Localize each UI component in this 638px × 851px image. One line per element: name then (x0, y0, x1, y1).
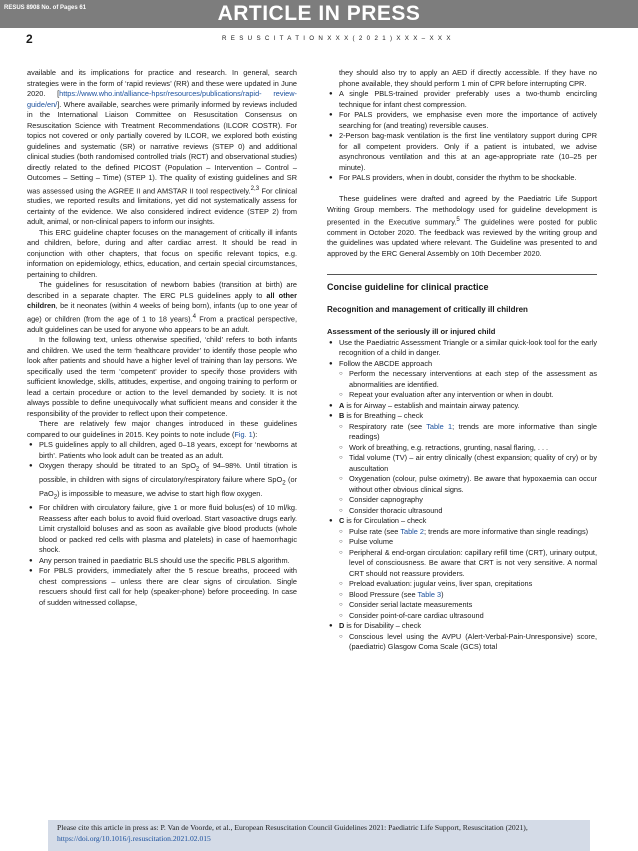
subsection-title: Recognition and management of critically ill children (327, 304, 528, 314)
list-item: ● PLS guidelines apply to all children, aged 0–18 years, except for ‘newborns at birth’. Patients who look adult can be treated as an adult. (27, 440, 297, 461)
right-column (327, 68, 597, 653)
list-item: ● For PALS providers, when in doubt, consider the rhythm to be shockable. (327, 173, 597, 184)
sub-list-item: ○ Conscious level using the AVPU (Alert-Verbal-Pain-Unresponsive) score, (paediatric) Glasgow Coma Scale (GCS) total (327, 632, 597, 653)
who-guide-link[interactable]: https://www.who.int/alliance-hpsr/resources/publications/rapid- review-guide/en/ (27, 89, 297, 109)
sub-list-item: ○ Consider serial lactate measurements (327, 600, 597, 611)
list-item: ● For children with circulatory failure, give 1 or more fluid bolus(es) of 10 ml/kg. Reassess after each bolus to avoid fluid overload. Start vasoactive drugs early. Limit crystalloid boluses and as soon as available give blood products (whole blood or packed red cells with plasma and platelets) in case of haemorrhagic shock. (27, 503, 297, 556)
sub-list-item: ○ Pulse rate (see Table 2; trends are more informative than single readings) (327, 527, 597, 538)
assessment-list (327, 338, 597, 653)
paragraph-changes: There are relatively few major changes introduced in these guidelines compared to our guidelines in 2015. Key points to note include (Fig. 1): (27, 419, 297, 439)
sub-list-item: ○ Peripheral & end-organ circulation: capillary refill time (CRT), urinary output, level of consciousness. Be aware that CRT is not very sensitive. A normal CRT should not reassure providers. (327, 548, 597, 580)
list-item: ● For PBLS providers, immediately after the 5 rescue breaths, proceed with chest compressions – unless there are clear signs of circulation. Single rescuers should first call for help (speaker-phone) before proceeding. In case of sudden witnessed collapse, (27, 566, 297, 608)
list-item-circulation: ● C is for Circulation – check (327, 516, 597, 527)
list-item-disability: ● D is for Disability – check (327, 621, 597, 632)
list-item: ● Use the Paediatric Assessment Triangle or a similar quick-look tool for the early recognition of a child in danger. (327, 338, 597, 359)
table-2-link[interactable]: Table 2 (400, 526, 424, 536)
citation-footer (48, 820, 590, 851)
sub-list-item: ○ Work of breathing, e.g. retractions, grunting, nasal flaring, . . . (327, 443, 597, 454)
citation-ref[interactable]: 2,3 (250, 184, 260, 192)
subsubsection-title: Assessment of the seriously ill or injured child (327, 327, 496, 337)
key-points-list-continued (327, 68, 597, 184)
table-1-link[interactable]: Table 1 (426, 421, 453, 431)
list-item: ● Any person trained in paediatric BLS should use the specific PBLS algorithm. (27, 556, 297, 567)
list-item-breathing: ● B is for Breathing – check (327, 411, 597, 422)
left-column (27, 68, 297, 608)
table-3-link[interactable]: Table 3 (417, 589, 442, 599)
citation-ref[interactable]: 5 (456, 216, 460, 223)
list-item-airway: ● A is for Airway – establish and maintain airway patency. (327, 401, 597, 412)
figure-1-link[interactable]: Fig. 1 (234, 429, 253, 439)
running-header (26, 32, 618, 46)
sub-list-item: ○ Repeat your evaluation after any intervention or when in doubt. (327, 390, 597, 401)
section-title: Concise guideline for clinical practice (327, 274, 597, 293)
paragraph-newborns: The guidelines for resuscitation of newborn babies (transition at birth) are described in a separate chapter. The ERC PLS guidelines apply to all other children, be it neonates (within 4 weeks of being born), infants (up to one year of age) or children (from the age of 1 to 18 years).$^4$ From a practical perspective, adult guidelines can be used for anyone who appears to be an adult. (27, 280, 297, 334)
doi-link[interactable]: https://doi.org/10.1016/j.resuscitation.2021.02.015 (57, 833, 211, 843)
list-item: ● For PALS providers, we emphasise even more the importance of actively searching for (and treating) reversible causes. (327, 110, 597, 131)
status-banner-text: ARTICLE IN PRESS (217, 2, 421, 25)
paragraph-drafting: These guidelines were drafted and agreed by the Paediatric Life Support Writing Group members. The methodology used for guideline development is presented in the Executive summary.$^5$ The guidelines were posted for public comment in October 2020. The feedback was reviewed by the writing group and the guidelines was updated where relevant. The Guideline was presented to and approved by the ERC General Assembly on 10th December 2020. (327, 194, 597, 258)
paragraph-scope: This ERC guideline chapter focuses on the management of critically ill infants and children, before, during and after cardiac arrest. It should be read in conjunction with other chapters, that focus on specific relevant topics, e.g. information on epidemiology, ethics, education, and certain special circumstances, pertaining to children. (27, 227, 297, 279)
sub-list-item: ○ Blood Pressure (see Table 3) (327, 590, 597, 601)
page-number: 2 (26, 32, 33, 46)
citation-text: Please cite this article in press as: P. Van de Voorde, et al., European Resuscitation Council Guidelines 2021: Paediatric Life Support, Resuscitation (2021), https://doi.org/10.1016/j.resuscitation.2021.02.015 (57, 823, 528, 843)
citation-ref[interactable]: 4 (192, 312, 196, 320)
list-item: ● Oxygen therapy should be titrated to an SpO$_2$ of 94–98%. Until titration is possible, in children with signs of circulatory/respiratory failure where SpO$_2$ (or PaO$_2$) is impossible to measure, we advise to start high flow oxygen. (27, 461, 297, 503)
sub-list-item: ○ Pulse volume (327, 537, 597, 548)
article-in-press-banner (0, 0, 638, 28)
article-code: RESUS 8908 No. of Pages 61 (4, 5, 87, 11)
paragraph-methods: available and its implications for practice and research. In general, search strategies were in the form of ‘rapid reviews’ (RR) and these were updated in June 2020. [https://www.who.int/alliance-hpsr/resources/publications/rapid- review-guide/en/]. Where available, searches were primarily informed by reviews included in the International Liaison Committee on Resuscitation Consensus on Resuscitation Science with Treatment Recommendations (ILCOR COSTR). For topics not covered or only partially covered by ILCOR, we explored both existing guidelines and systematic (SR) or narrative reviews (STEP 0) and additional clinical studies (both randomised controlled trials (RCT) and observational studies) directly related to the defined PICOST (Population – Intervention – Control – Outcomes – Setting – Time) (STEP 1). The quality of existing guidelines and SR was assessed using the AGREE II and AMSTAR II tool respectively.$^{2,3}$ For clinical studies, we reported results and limitations, yet did not systematically assess for certainty of the evidence. We also considered indirect evidence (STEP 2) from adult, animal, or non-clinical papers to inform our insights. (27, 68, 297, 227)
sub-list-item: ○ Consider thoracic ultrasound (327, 506, 597, 517)
sub-list-item: ○ Respiratory rate (see Table 1; trends are more informative than single readings) (327, 422, 597, 443)
sub-list-item: ○ Perform the necessary interventions at each step of the assessment as abnormalities are identified. (327, 369, 597, 390)
list-item: ● Follow the ABCDE approach (327, 359, 597, 370)
sub-list-item: ○ Consider point-of-care cardiac ultrasound (327, 611, 597, 622)
paragraph-terminology: In the following text, unless otherwise specified, ‘child’ refers to both infants and children. We used the term ‘healthcare provider’ to identify those people who look after patients and should have a higher level of training than lay persons. We specifically used the term ‘competent’ provider to specify those providers with sufficient knowledge, skills, attitudes, expertise, and ongoing training to perform or lead a certain procedure or action to the level demanded by society. It is not always possible to define unequivocally what sufficient means and consider it the responsibility of the provider to reflect upon their competence. (27, 335, 297, 418)
list-item: ● 2-Person bag-mask ventilation is the first line ventilatory support during CPR for all competent providers. Only if a patient is intubated, we advise asynchronous ventilation and this at an age-appropriate rate (10–25 per minute). (327, 131, 597, 173)
journal-line: R E S U S C I T A T I O N X X X ( 2 0 2 1 ) X X X – X X X (222, 35, 452, 42)
sub-list-item: ○ Oxygenation (colour, pulse oximetry). Be aware that hypoxaemia can occur without other obvious clinical signs. (327, 474, 597, 495)
sub-list-item: ○ Consider capnography (327, 495, 597, 506)
list-item: ● A single PBLS-trained provider preferably uses a two-thumb encircling technique for infant chest compression. (327, 89, 597, 110)
key-points-list (27, 440, 297, 608)
sub-list-item: ○ Preload evaluation: jugular veins, liver span, crepitations (327, 579, 597, 590)
sub-list-item: ○ Tidal volume (TV) – air entry clinically (chest expansion; quality of cry) or by auscultation (327, 453, 597, 474)
list-item-continuation: they should also try to apply an AED if directly accessible. If they have no phone available, they should perform 1 min of CPR before interrupting CPR. (339, 68, 597, 88)
